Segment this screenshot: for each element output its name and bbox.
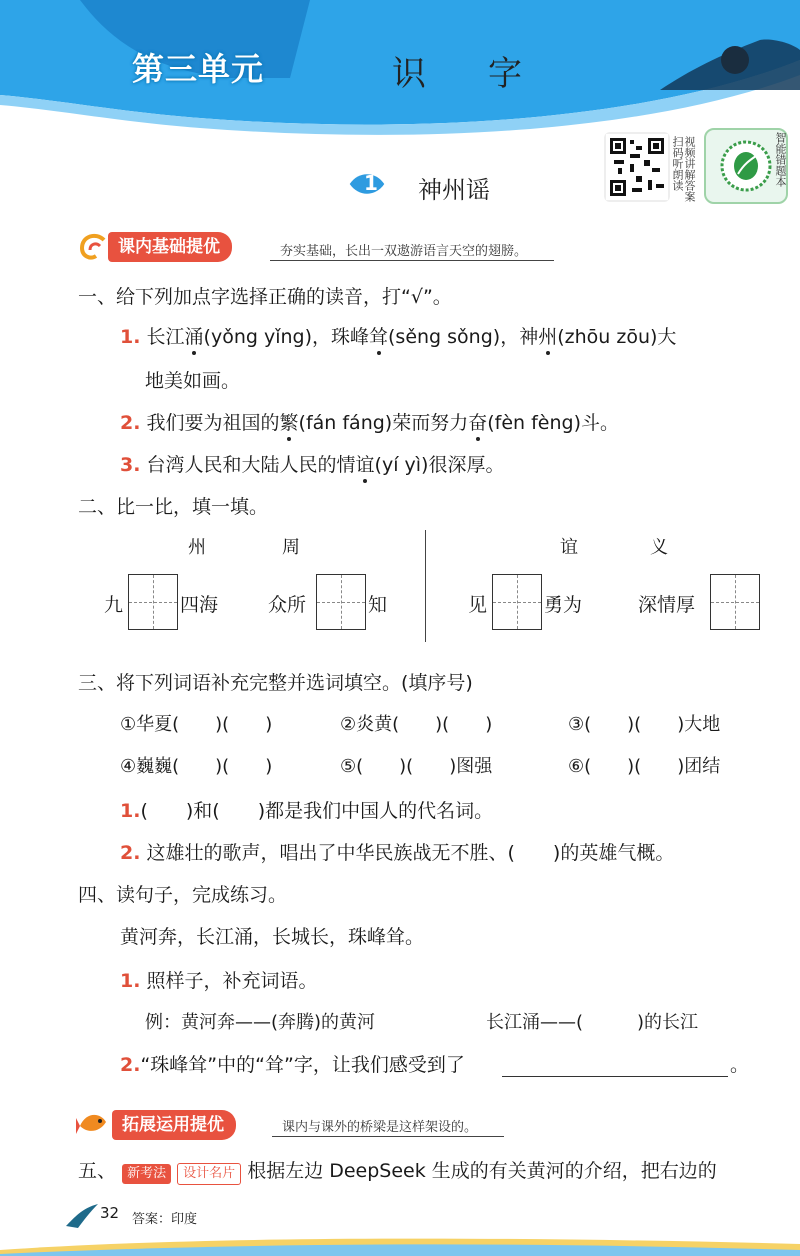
qr-pattern-icon — [606, 134, 668, 200]
q5-label: 五、 — [78, 1160, 117, 1182]
q4-item2 — [120, 1050, 465, 1077]
q4-title: 四、读句子，完成练习。 — [78, 884, 288, 906]
q3-item1 — [120, 796, 493, 823]
q3-item1-num: 1. — [120, 800, 141, 822]
q2-char-zhou2: 周 — [282, 537, 300, 558]
q1-item2-dotted-1: 繁 — [280, 408, 299, 435]
q3-title: 三、将下列词语补充完整并选词填空。(填序号) — [78, 672, 473, 694]
q2-blank2-after: 知 — [368, 594, 388, 616]
q1-item2-text-b: (fán fáng)荣而努力 — [298, 412, 469, 434]
q5-text: 根据左边 DeepSeek 生成的有关黄河的介绍，把右边的 — [247, 1160, 717, 1182]
q3-row1-c: ③( )( )大地 — [568, 714, 721, 735]
q1-item2-num: 2. — [120, 412, 141, 434]
q4-item2-num: 2. — [120, 1054, 141, 1076]
q1-item3 — [120, 450, 504, 477]
q4-example-b: 长江涌——( )的长江 — [486, 1012, 699, 1033]
q2-divider — [425, 530, 426, 642]
q1-title: 一、给下列加点字选择正确的读音，打“√”。 — [78, 286, 452, 308]
q2-blank3-box[interactable] — [492, 574, 542, 630]
q1-item1-text-d: (zhōu zōu)大 — [557, 326, 677, 348]
q2-blank4-box[interactable] — [710, 574, 760, 630]
qr-code-listen[interactable] — [604, 132, 670, 202]
topic-title: 识字 — [392, 54, 584, 94]
q1-item3-text-b: (yí yì)很深厚。 — [374, 454, 505, 476]
q3-item1-text: ( )和( )都是我们中国人的代名词。 — [140, 800, 494, 822]
swirl-icon — [78, 232, 108, 262]
q1-item2 — [120, 408, 619, 435]
q2-blank3-after: 勇为 — [544, 594, 583, 616]
q4-answer-line[interactable] — [502, 1054, 728, 1077]
footer-answer: 答案：印度 — [132, 1212, 198, 1227]
q2-blank1-after: 四海 — [180, 594, 219, 616]
q4-sentence: 黄河奔，长江涌，长城长，珠峰耸。 — [120, 926, 425, 948]
q1-item1-text-a: 长江 — [146, 326, 185, 348]
q2-char-yi1: 谊 — [560, 537, 578, 558]
q1-item2-text-c: (fèn fèng)斗。 — [487, 412, 620, 434]
q4-item2-text: “珠峰耸”中的“耸”字，让我们感受到了 — [140, 1054, 465, 1076]
q5-tag-design: 设计名片 — [177, 1163, 241, 1185]
q3-row2-c: ⑥( )( )团结 — [568, 756, 721, 777]
section-underline-ext — [272, 1136, 504, 1137]
section-banner-basic: 课内基础提优 — [108, 232, 232, 262]
section-underline — [270, 260, 554, 261]
lesson-number: 1 — [364, 171, 378, 195]
q1-item1 — [120, 322, 676, 349]
q1-item1-continued: 地美如画。 — [145, 370, 241, 392]
q1-item3-text-a: 台湾人民和大陆人民的情 — [146, 454, 356, 476]
lesson-title: 神州谣 — [418, 176, 490, 204]
section-banner-ext: 拓展运用提优 — [112, 1110, 236, 1140]
q3-item2 — [120, 838, 674, 865]
q1-item1-text-c: (sěng sǒng)，神 — [388, 326, 539, 348]
q1-item3-num: 3. — [120, 454, 141, 476]
q5-tag-new: 新考法 — [122, 1164, 171, 1184]
q2-blank2-box[interactable] — [316, 574, 366, 630]
q3-row1-a: ①华夏( )( ) — [120, 714, 273, 735]
q3-item2-num: 2. — [120, 842, 141, 864]
q3-row1-b: ②炎黄( )( ) — [340, 714, 493, 735]
footer-wave — [0, 1230, 800, 1256]
qr-label-smart: 智能错题本 — [774, 132, 787, 187]
q3-row2-a: ④巍巍( )( ) — [120, 756, 273, 777]
unit-title: 第三单元 — [132, 50, 265, 88]
q2-char-yi2: 义 — [650, 537, 668, 558]
q1-item1-dotted-2: 耸 — [369, 322, 388, 349]
q1-item1-dotted-1: 涌 — [185, 322, 204, 349]
q2-blank4-before: 深情厚 — [638, 594, 696, 616]
q4-item1-num: 1. — [120, 970, 141, 992]
q2-blank2-before: 众所 — [268, 594, 307, 616]
q2-title: 二、比一比，填一填。 — [78, 496, 269, 518]
q3-item2-text: 这雄壮的歌声，唱出了中华民族战无不胜、( )的英雄气概。 — [146, 842, 675, 864]
q1-item3-dotted-1: 谊 — [356, 450, 375, 477]
q2-blank1-before: 九 — [104, 594, 124, 616]
section-desc-basic: 夯实基础，长出一双遨游语言天空的翅膀。 — [280, 244, 528, 259]
qr-label-video: 视频讲解答案 — [683, 136, 696, 202]
q4-item1 — [120, 966, 318, 993]
q5-row — [78, 1156, 717, 1185]
q1-item2-text-a: 我们要为祖国的 — [146, 412, 280, 434]
q2-blank3-before: 见 — [468, 594, 488, 616]
fish-icon — [76, 1106, 110, 1140]
q1-item1-dotted-3: 州 — [538, 322, 557, 349]
q2-char-zhou1: 州 — [188, 537, 206, 558]
qr-label-listen: 扫码听朗读 — [671, 136, 684, 191]
q1-item1-num: 1. — [120, 326, 141, 348]
q1-item2-dotted-2: 奋 — [468, 408, 487, 435]
q4-item2-end: 。 — [730, 1054, 750, 1076]
q4-example-a: 例：黄河奔——(奔腾)的黄河 — [145, 1012, 376, 1033]
page-number: 32 — [100, 1204, 120, 1222]
footer-bird-icon — [64, 1200, 100, 1230]
q3-row2-b: ⑤( )( )图强 — [340, 756, 493, 777]
q4-item1-text: 照样子，补充词语。 — [146, 970, 318, 992]
q2-blank1-box[interactable] — [128, 574, 178, 630]
q1-item1-text-b: (yǒng yǐng)，珠峰 — [203, 326, 369, 348]
section-desc-ext: 课内与课外的桥梁是这样架设的。 — [282, 1120, 478, 1135]
